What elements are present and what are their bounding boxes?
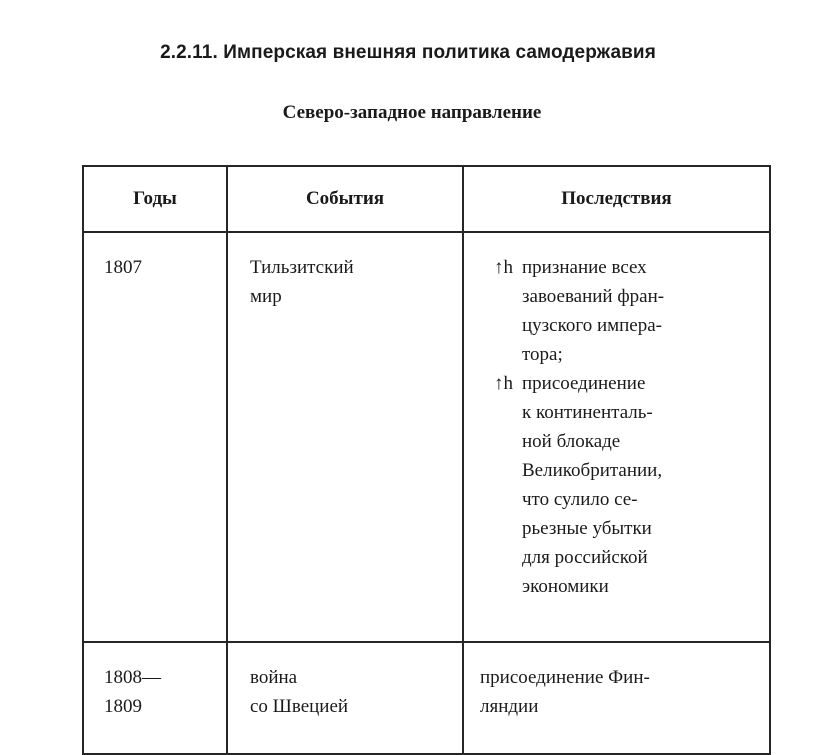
header-events: События (227, 166, 463, 232)
header-years: Годы (83, 166, 227, 232)
history-table (82, 165, 771, 755)
event-text: война со Швецией (250, 667, 349, 717)
header-consequences: Последствия (463, 166, 770, 232)
page-title: 2.2.11. Имперская внешняя политика самодержавия (160, 42, 656, 63)
section-subtitle: Северо-западное направление (282, 102, 542, 123)
years-text: 1807 (104, 257, 142, 278)
consequence-text: признание всех завоеваний фран- цузского импера- тора; (522, 257, 665, 365)
consequence-text: присоединение Фин- ляндии (480, 667, 650, 717)
consequences-cell (463, 232, 770, 642)
years-cell (83, 232, 227, 642)
years-text: 1808— 1809 (104, 667, 161, 717)
event-cell (227, 642, 463, 754)
table-row (83, 642, 770, 754)
arrow-marker-icon: ↑h (494, 257, 513, 278)
event-cell (227, 232, 463, 642)
arrow-marker-icon: ↑h (494, 373, 513, 394)
consequences-cell (463, 642, 770, 754)
event-text: Тильзитский мир (250, 257, 354, 307)
consequence-item (494, 369, 769, 601)
table-row (83, 232, 770, 642)
years-cell (83, 642, 227, 754)
table-header-row (83, 166, 770, 232)
consequence-item (494, 253, 769, 369)
consequence-text: присоединение к континенталь- ной блокаде Великобритании, что сулило се- рьезные убытки для российской экономики (522, 373, 663, 597)
